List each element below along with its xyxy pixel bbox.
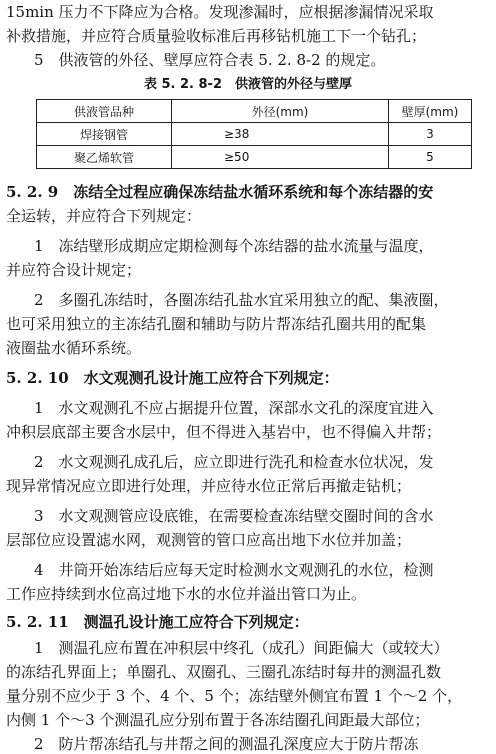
table-row (37, 146, 472, 169)
table-cell: ≥38 (172, 123, 389, 146)
text-line: 2 水文观测孔成孔后，应立即进行洗孔和检查水位状况，发 (34, 453, 434, 471)
text-line: 层部位应设置滤水网，观测管的管口应高出地下水位并加盖； (6, 531, 412, 549)
text-line: 15min 压力不下降应为合格。发现渗漏时，应根据渗漏情况采取 (6, 3, 434, 21)
text-line: 补救措施，并应符合质量验收标准后再移钻机施工下一个钻孔； (6, 27, 427, 45)
table-cell: 聚乙烯软管 (37, 146, 172, 169)
text-line: 也可采用独立的主冻结孔圈和辅助与防片帮冻结孔圈共用的配集 (6, 315, 427, 333)
text-line: 3 水文观测管应设底锥，在需要检查冻结壁交圈时间的含水 (34, 507, 434, 525)
table-cell: ≥50 (172, 146, 389, 169)
text-line: 4 井筒开始冻结后应每天定时检测水文观测孔的水位，检测 (34, 561, 434, 579)
text-line: 全运转，并应符合下列规定： (6, 207, 202, 225)
text-line: 的冻结孔界面上；单圈孔、双圈孔、三圈孔冻结时每井的测温孔数 (6, 663, 442, 681)
text-line: 2 防片帮冻结孔与井帮之间的测温孔深度应大于防片帮冻 (34, 735, 419, 753)
text-line: 现异常情况应立即进行处理，并应待水位正常后再撤走钻机； (6, 477, 412, 495)
text-line: 2 多圈孔冻结时，各圈冻结孔盐水宜采用独立的配、集液圈， (34, 291, 449, 309)
text-line: 并应符合设计规定； (6, 261, 142, 279)
column-header: 外径(mm) (172, 100, 389, 123)
table-header-row (37, 100, 472, 123)
column-header: 供液管品种 (37, 100, 172, 123)
text-line: 5 供液管的外径、壁厚应符合表 5. 2. 8-2 的规定。 (34, 51, 386, 69)
section-heading: 5. 2. 10 水文观测孔设计施工应符合下列规定： (6, 369, 339, 387)
table-row (37, 123, 472, 146)
table-caption: 表 5. 2. 8-2 供液管的外径与壁厚 (143, 77, 353, 92)
text-line: 1 冻结壁形成期应定期检测每个冻结器的盐水流量与温度， (34, 237, 434, 255)
column-header: 壁厚(mm) (389, 100, 472, 123)
table-cell: 5 (389, 146, 472, 169)
text-line: 工作应持续到水位高过地下水的水位并溢出管口为止。 (6, 585, 367, 603)
text-line: 1 水文观测孔不应占据提升位置，深部水文孔的深度宜进入 (34, 399, 434, 417)
text-line: 内侧 1 个～3 个测温孔应分别布置于各冻结圈孔间距最大部位； (6, 711, 430, 729)
section-heading: 5. 2. 11 测温孔设计施工应符合下列规定： (6, 613, 309, 631)
text-line: 1 测温孔应布置在冲积层中终孔（成孔）间距偏大（或较大） (34, 639, 449, 657)
table-cell: 焊接钢管 (37, 123, 172, 146)
text-line: 量分别不应少于 3 个、4 个、5 个；冻结壁外侧宜布置 1 个～2 个， (6, 687, 463, 705)
table-cell: 3 (389, 123, 472, 146)
spec-table (36, 99, 472, 169)
text-line: 液圈盐水循环系统。 (6, 339, 142, 357)
text-line: 冲积层底部主要含水层中，但不得进入基岩中，也不得偏入井帮； (6, 423, 442, 441)
section-heading: 5. 2. 9 冻结全过程应确保冻结盐水循环系统和每个冻结器的安 (6, 183, 434, 201)
